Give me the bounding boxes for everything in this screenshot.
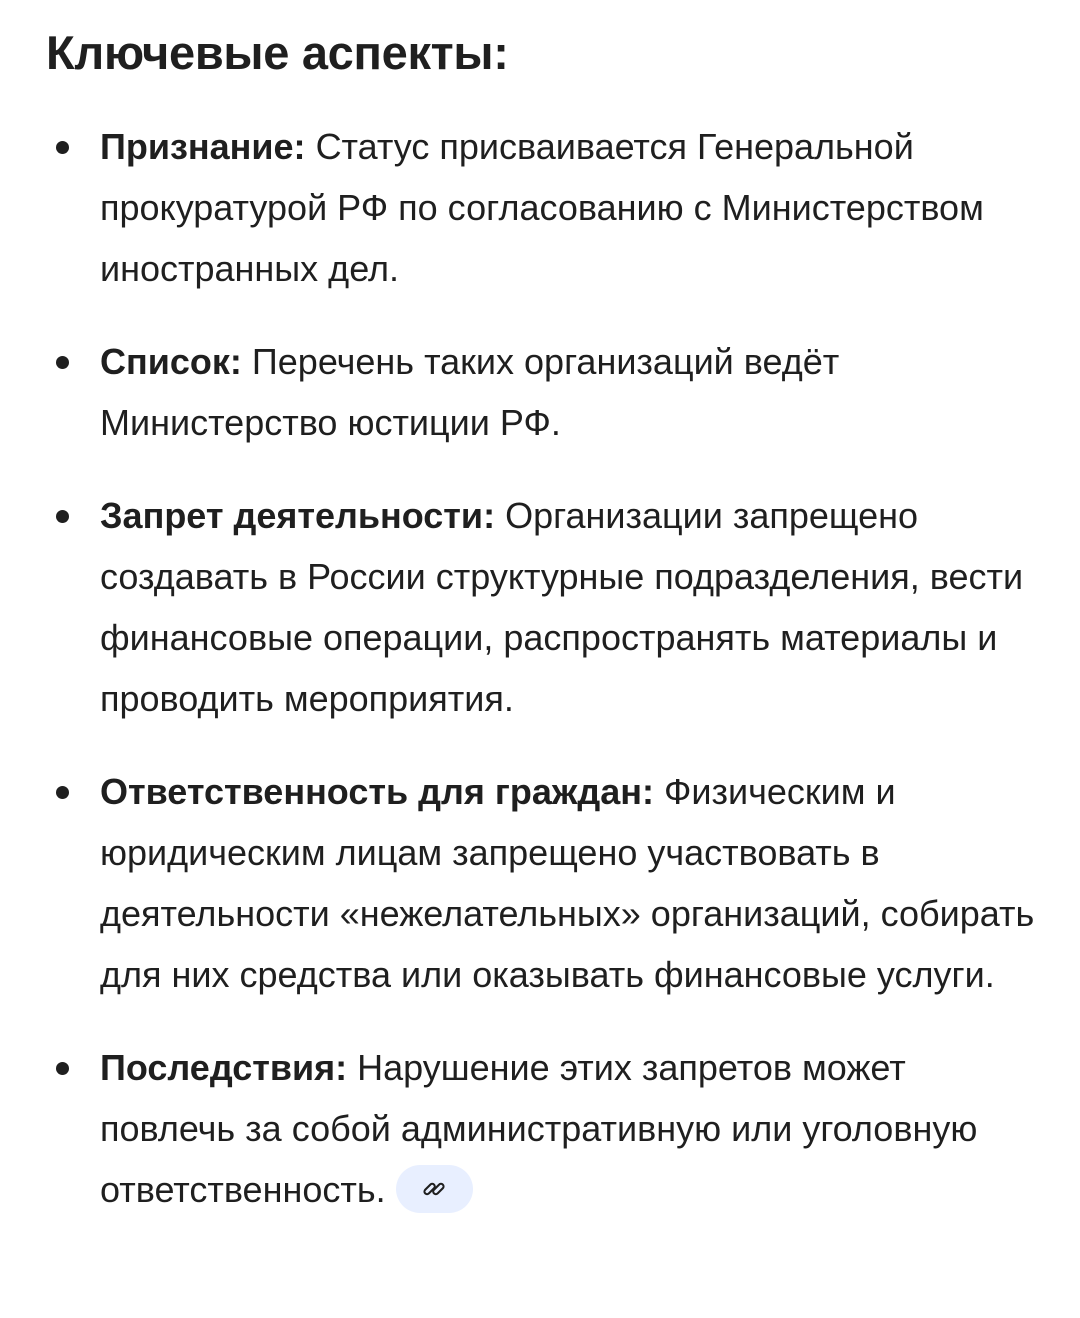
section-heading: Ключевые аспекты:: [46, 26, 509, 79]
item-term: Ответственность для граждан:: [100, 771, 654, 812]
list-item-citizen-liability: [0, 761, 1080, 1005]
item-term: Запрет деятельности:: [100, 495, 496, 536]
list-item-consequences: [0, 1037, 1080, 1220]
list-item-recognition: [0, 116, 1080, 299]
bullet-icon: [56, 510, 69, 523]
item-text: Организации запрещено создавать в России структурные подразделения, вести финансовые операции, распространять материалы и проводить мероприятия.: [100, 495, 1024, 719]
bullet-icon: [56, 356, 69, 369]
list-item-activity-ban: [0, 485, 1080, 729]
item-text: Нарушение этих запретов может повлечь за собой административную или уголовную ответственность.: [100, 1047, 978, 1210]
bullet-icon: [56, 786, 69, 799]
source-link-button[interactable]: [396, 1165, 473, 1213]
bullet-icon: [56, 141, 69, 154]
list-item-list: [0, 331, 1080, 453]
item-term: Последствия:: [100, 1047, 348, 1088]
item-term: Признание:: [100, 126, 306, 167]
item-text: Физическим и юридическим лицам запрещено участвовать в деятельности «нежелательных» организаций, собирать для них средства или оказывать финансовые услуги.: [100, 771, 1035, 995]
aspects-list: [0, 116, 1080, 1252]
link-icon: [421, 1176, 447, 1202]
item-text: Статус присваивается Генеральной прокуратурой РФ по согласованию с Министерством иностранных дел.: [100, 126, 984, 289]
item-term: Список:: [100, 341, 242, 382]
item-text: Перечень таких организаций ведёт Министерство юстиции РФ.: [100, 341, 840, 443]
bullet-icon: [56, 1062, 69, 1075]
